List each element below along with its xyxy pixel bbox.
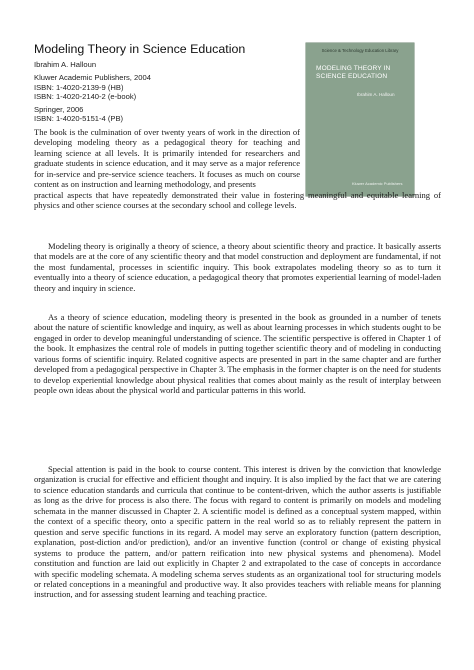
publisher-line-2: Springer, 2006	[34, 105, 84, 115]
cover-title	[316, 65, 406, 81]
cover-author: Ibrahim A. Halloun	[357, 92, 395, 97]
cover-title-line-1: MODELING THEORY IN	[316, 65, 391, 72]
isbn-paperback: ISBN: 1-4020-5151-4 (PB)	[34, 114, 124, 124]
paragraph-1-bottom: practical aspects that have repeatedly demonstrated their value in fostering meaningful and equitable learning of physics and other science courses at the secondary school and college levels.	[34, 190, 441, 211]
paragraph-2: Modeling theory is originally a theory of science, a theory about scientific theory and practice. It basically asserts that models are at the core of any scientific theory and that model construction and deployment are fundamental, if not the most fundamental, processes in scientific inquiry. This book extrapolates modeling theory so as to turn it eventually into a theory of science education, a pedagogical theory that promotes experiential learning of model-laden theory and inquiry in science.	[34, 241, 441, 293]
publisher-line: Kluwer Academic Publishers, 2004	[34, 73, 151, 83]
isbn-hardback: ISBN: 1-4020-2139-9 (HB)	[34, 82, 124, 92]
cover-publisher: Kluwer Academic Publishers	[352, 181, 403, 186]
author-name: Ibrahim A. Halloun	[34, 60, 97, 69]
isbn-ebook: ISBN: 1-4020-2140-2 (e-book)	[34, 91, 137, 101]
book-cover-image	[306, 43, 414, 196]
paragraph-1-top: The book is the culmination of over twenty years of work in the direction of developing modeling theory as a pedagogical theory for teaching and learning science at all levels. It is primarily intended for researchers and graduate students in science education, and it may serve as a major reference for in-service and pre-service science teachers. It focuses as much on course content as on instruction and learning methodology, and presents	[34, 127, 300, 190]
book-metadata	[34, 60, 294, 124]
paragraph-3: As a theory of science education, modeling theory is presented in the book as grounded in a number of tenets about the nature of scientific knowledge and inquiry, as well as about learning processes in which students ought to be engaged in order to develop meaningful understanding of science. The scientific perspective is offered in Chapter 1 of the book. It emphasizes the central role of models in putting together scientific theory and of modeling in conducting various forms of scientific inquiry. Related cognitive aspects are presented in part in the same chapter and are further developed from a pedagogical perspective in Chapter 3. The emphasis in the former chapter is on the need for students to develop experiential knowledge about physical realities that comes about mainly as the result of interplay between people own ideas about the physical world and particular patterns in this world.	[34, 312, 441, 396]
cover-series-name: Science & Technology Education Library	[321, 48, 399, 53]
book-title: Modeling Theory in Science Education	[34, 42, 246, 56]
cover-title-line-2: SCIENCE EDUCATION	[316, 73, 388, 80]
paragraph-4: Special attention is paid in the book to course content. This interest is driven by the conviction that knowledge organization is crucial for effective and efficient thought and inquiry. It is also implied by the fact that we are catering to science education standards and curricula that continue to be content-driven, which the author asserts is justifiable as long as the drive for process is also there. The focus with regard to content is primarily on models and modeling schemata in the manner discussed in Chapter 2. A scientific model is defined as a conceptual system mapped, within the context of a specific theory, onto a specific pattern in the real world so as to reliably represent the pattern in question and serve specific functions in its regard. A model may serve an exploratory function (pattern description, explanation, post-diction and/or prediction), and/or an inventive function (control or change of existing physical systems to produce the pattern, and/or pattern reification into new physical systems and phenomena). Model constitution and function are laid out explicitly in Chapter 2 and extrapolated to the case of concepts in accordance with specific modeling schemata. A modeling schema serves students as an organizational tool for structuring models or related conceptions in a meaningful and productive way. It also provides teachers with reliable means for planning instruction, and for assessing student learning and teaching practice.	[34, 464, 441, 600]
